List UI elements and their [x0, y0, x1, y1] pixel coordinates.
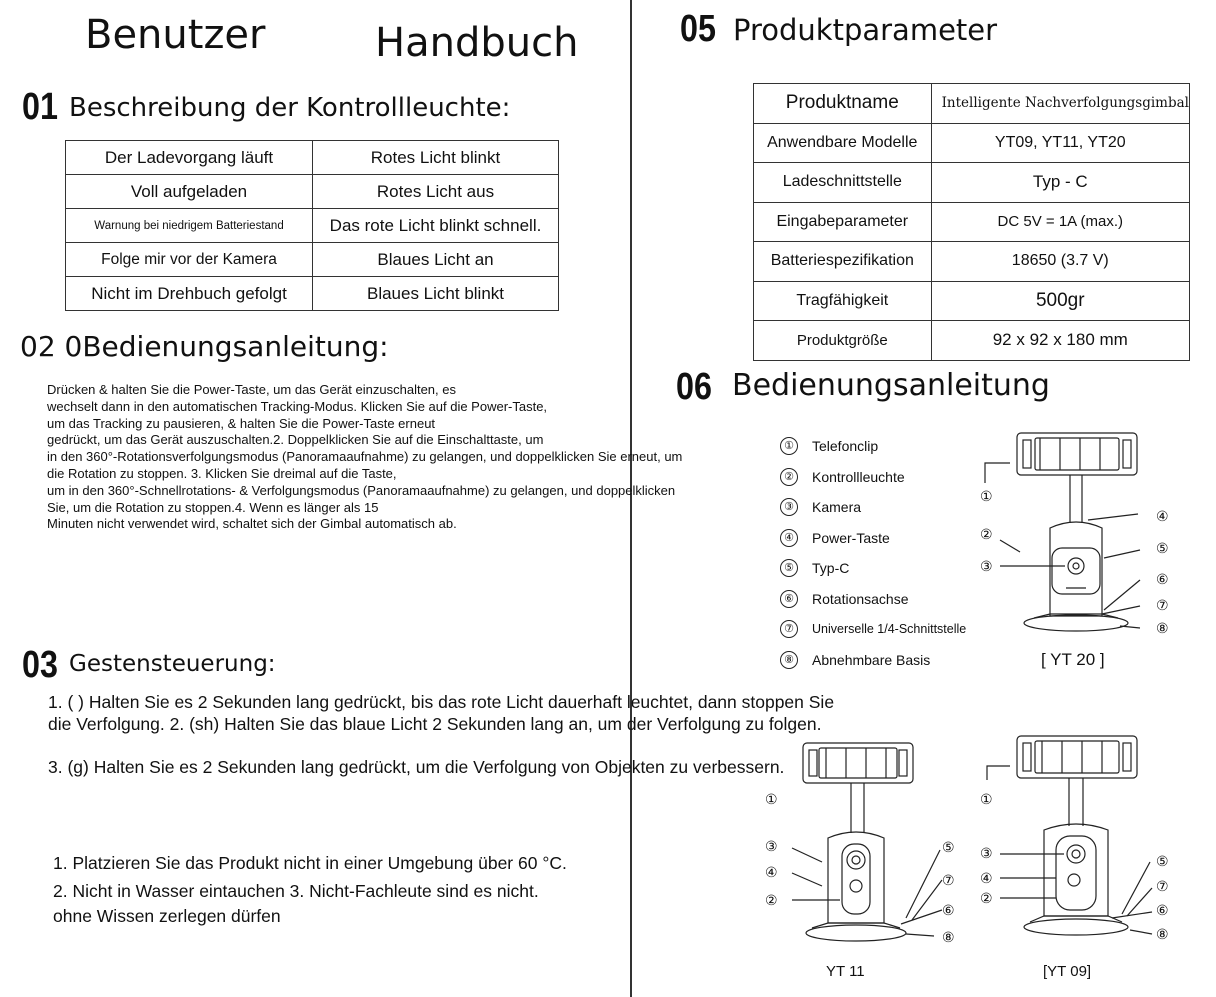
yt09-device-illustration [972, 728, 1182, 950]
instruction-line: Sie, um die Rotation zu stoppen.4. Wenn es länger als 15 [47, 499, 379, 515]
gesture-line-3: 3. (g) Halten Sie es 2 Sekunden lang gedrückt, um die Verfolgung von Objekten zu verbessern. [48, 757, 785, 777]
legend-number: ⑤ [780, 559, 798, 577]
param-value: 92 x 92 x 180 mm [931, 321, 1189, 361]
instruction-line: die Rotation zu stoppen. 3. Klicken Sie dreimal auf die Taste, [47, 465, 397, 481]
callout-number: ④ [980, 870, 993, 886]
legend-number: ③ [780, 498, 798, 516]
callout-number: ① [765, 791, 778, 807]
param-label: Eingabeparameter [754, 202, 932, 242]
callout-number: ⑧ [1156, 926, 1169, 942]
legend-number: ② [780, 468, 798, 486]
param-value: Intelligente Nachverfolgungsgimbal [931, 84, 1189, 124]
instruction-line: gedrückt, um das Gerät auszuschalten.2. Doppelklicken Sie auf die Einschalttaste, um [47, 432, 544, 448]
legend-number: ① [780, 437, 798, 455]
callout-number: ③ [980, 558, 993, 574]
legend-number: ⑧ [780, 651, 798, 669]
section-01-number: 01 [22, 86, 58, 128]
figure-caption-yt20: [ YT 20 ] [1041, 650, 1105, 669]
instruction-line: Drücken & halten Sie die Power-Taste, um das Gerät einzuschalten, es [47, 382, 456, 397]
instruction-line: in den 360°-Rotationsverfolgungsmodus (Panoramaaufnahme) zu gelangen, und doppelklicken Sie erneut, um [47, 449, 683, 465]
legend-item [780, 462, 966, 493]
callout-number: ⑥ [942, 902, 955, 918]
callout-number: ⑥ [1156, 902, 1169, 918]
legend-number: ⑦ [780, 620, 798, 638]
callout-number: ② [765, 892, 778, 908]
callout-number: ④ [765, 864, 778, 880]
indicator-table [65, 140, 559, 311]
legend-label: Typ-C [812, 560, 850, 577]
section-05-heading: Produktparameter [733, 13, 998, 47]
gesture-line-1: 1. ( ) Halten Sie es 2 Sekunden lang gedrückt, bis das rote Licht dauerhaft leuchtet, dann stoppen Sie [48, 692, 835, 712]
legend-item [780, 553, 966, 584]
legend-item [780, 523, 966, 554]
yt20-device-illustration [970, 428, 1180, 648]
callout-number: ⑤ [1156, 540, 1169, 556]
light-cell: Blaues Licht an [313, 243, 559, 277]
legend-label: Universelle 1/4-Schnittstelle [812, 622, 967, 637]
table-row [754, 202, 1190, 242]
callout-number: ① [980, 791, 993, 807]
param-label: Tragfähigkeit [754, 281, 932, 321]
operating-instructions [47, 382, 682, 533]
table-row [66, 141, 559, 175]
param-label: Produktgröße [754, 321, 932, 361]
table-row [66, 243, 559, 277]
note-line-1: 1. Platzieren Sie das Produkt nicht in einer Umgebung über 60 °C. [53, 853, 567, 873]
callout-number: ⑧ [1156, 620, 1169, 636]
param-label: Produktname [754, 84, 932, 124]
legend-label: Rotationsachse [812, 590, 909, 607]
legend-item [780, 645, 966, 676]
legend-item [780, 431, 966, 462]
title-right: Handbuch [375, 20, 579, 66]
param-value: DC 5V = 1A (max.) [931, 202, 1189, 242]
legend-item [780, 584, 966, 615]
callout-number: ② [980, 526, 993, 542]
table-row [754, 281, 1190, 321]
legend-number: ⑥ [780, 590, 798, 608]
legend-label: Power-Taste [812, 529, 890, 546]
legend-label: Abnehmbare Basis [812, 651, 931, 668]
instruction-line: um in den 360°-Schnellrotations- & Verfolgungsmodus (Panoramaaufnahme) zu gelangen, und doppelklicken [47, 482, 676, 498]
legend-item [780, 492, 966, 523]
table-row [754, 123, 1190, 163]
table-row [754, 84, 1190, 124]
callout-number: ⑦ [1156, 597, 1169, 613]
state-cell: Voll aufgeladen [66, 175, 313, 209]
instruction-line: wechselt dann in den automatischen Tracking-Modus. Klicken Sie auf die Power-Taste, [47, 398, 548, 414]
callout-number: ③ [980, 845, 993, 861]
section-06-number: 06 [676, 366, 712, 408]
parts-legend [780, 431, 966, 675]
callout-number: ⑤ [942, 839, 955, 855]
section-03-number: 03 [22, 644, 58, 686]
instruction-line: um das Tracking zu pausieren, & halten Sie die Power-Taste erneut [47, 415, 436, 431]
section-06-heading: Bedienungsanleitung [732, 368, 1050, 403]
table-row [754, 163, 1190, 203]
state-cell: Folge mir vor der Kamera [66, 243, 313, 277]
legend-item [780, 614, 966, 645]
state-cell: Der Ladevorgang läuft [66, 141, 313, 175]
light-cell: Blaues Licht blinkt [313, 277, 559, 311]
section-02-heading: 02 0Bedienungsanleitung: [20, 330, 389, 363]
note-line-2: 2. Nicht in Wasser eintauchen 3. Nicht-Fachleute sind es nicht. [53, 881, 539, 901]
param-value: 18650 (3.7 V) [931, 242, 1189, 282]
callout-number: ④ [1156, 508, 1169, 524]
state-cell: Warnung bei niedrigem Batteriestand [66, 209, 313, 243]
callout-number: ① [980, 488, 993, 504]
legend-label: Kamera [812, 499, 862, 516]
param-value: YT09, YT11, YT20 [931, 123, 1189, 163]
callout-number: ⑧ [942, 929, 955, 945]
figure-caption-yt11: YT 11 [826, 963, 865, 980]
section-03-heading: Gestensteuerung: [69, 651, 276, 677]
param-value: 500gr [931, 281, 1189, 321]
light-cell: Rotes Licht blinkt [313, 141, 559, 175]
table-row [754, 321, 1190, 361]
section-01-heading: Beschreibung der Kontrollleuchte: [69, 93, 511, 123]
param-label: Batteriespezifikation [754, 242, 932, 282]
callout-number: ⑥ [1156, 571, 1169, 587]
light-cell: Rotes Licht aus [313, 175, 559, 209]
legend-label: Kontrollleuchte [812, 468, 905, 485]
legend-label: Telefonclip [812, 438, 879, 455]
callout-number: ⑤ [1156, 853, 1169, 869]
table-row [754, 242, 1190, 282]
table-row [66, 209, 559, 243]
state-cell: Nicht im Drehbuch gefolgt [66, 277, 313, 311]
callout-number: ⑦ [942, 872, 955, 888]
legend-number: ④ [780, 529, 798, 547]
callout-number: ③ [765, 838, 778, 854]
table-row [66, 277, 559, 311]
instruction-line: Minuten nicht verwendet wird, schaltet sich der Gimbal automatisch ab. [47, 516, 457, 532]
param-label: Anwendbare Modelle [754, 123, 932, 163]
title-left: Benutzer [85, 12, 266, 58]
gesture-line-2: die Verfolgung. 2. (sh) Halten Sie das blaue Licht 2 Sekunden lang an, um der Verfolgung zu folgen. [48, 714, 822, 734]
table-row [66, 175, 559, 209]
parameter-table [753, 83, 1190, 361]
callout-number: ② [980, 890, 993, 906]
light-cell: Das rote Licht blinkt schnell. [313, 209, 559, 243]
figure-caption-yt09: [YT 09] [1043, 963, 1092, 980]
callout-number: ⑦ [1156, 878, 1169, 894]
section-05-number: 05 [680, 8, 716, 50]
note-line-3: ohne Wissen zerlegen dürfen [53, 906, 281, 926]
param-label: Ladeschnittstelle [754, 163, 932, 203]
param-value: Typ - C [931, 163, 1189, 203]
